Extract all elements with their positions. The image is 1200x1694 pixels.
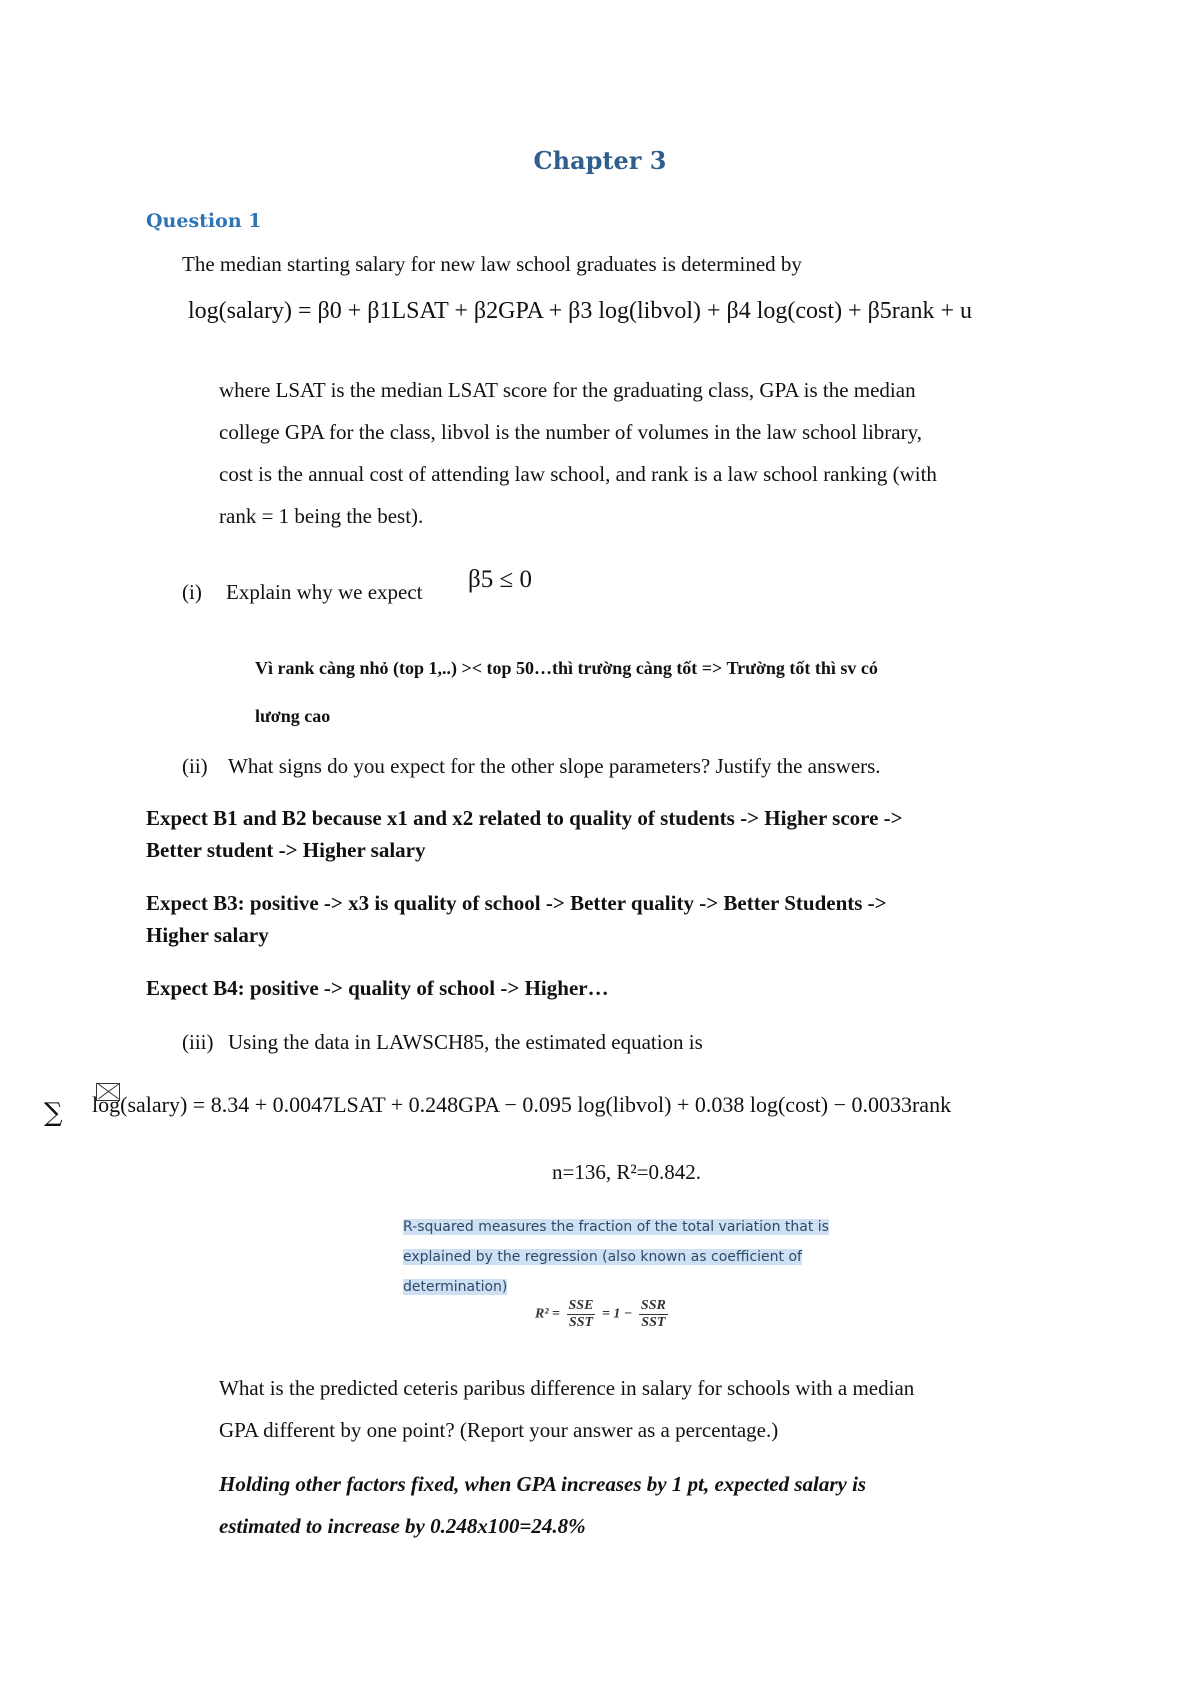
r2-frac1-den: SST <box>568 1315 594 1330</box>
callout-line-1: R-squared measures the fraction of the total variation that is <box>403 1219 829 1235</box>
model-equation-lhs: log(salary) <box>188 298 292 324</box>
definition-line-1: where LSAT is the median LSAT score for the graduating class, GPA is the median <box>219 378 916 402</box>
regression-stats: n=136, R²=0.842. <box>552 1160 701 1184</box>
r2-fraction-1 <box>567 1298 596 1331</box>
part-iii-answer-line-2: estimated to increase by 0.248x100=24.8% <box>219 1514 586 1538</box>
r2-lhs: R² = <box>535 1306 561 1322</box>
part-i-math: β5 ≤ 0 <box>468 566 532 593</box>
sum-symbol: ∑ <box>44 1098 63 1128</box>
callout-line-2: explained by the regression (also known as coefficient of <box>403 1249 802 1265</box>
part-ii-label: (ii) <box>182 754 208 778</box>
intro-text: The median starting salary for new law school graduates is determined by <box>182 252 802 276</box>
r-squared-formula <box>535 1298 671 1331</box>
part-i-label: (i) <box>182 580 202 604</box>
part-ii-text: What signs do you expect for the other slope parameters? Justify the answers. <box>228 754 881 778</box>
part-i-answer-line-1: Vì rank càng nhỏ (top 1,..) >< top 50…thì trường càng tốt => Trường tốt thì sv có <box>255 658 878 678</box>
part-iii-answer-line-1: Holding other factors fixed, when GPA increases by 1 pt, expected salary is <box>219 1472 867 1496</box>
r2-mid: = 1 − <box>601 1306 633 1322</box>
r2-frac2-den: SST <box>641 1315 666 1330</box>
model-equation-rhs: = β0 + β1LSAT + β2GPA + β3 log(libvol) + β4 log(cost) + β5rank + u <box>297 298 972 324</box>
r-squared-callout <box>403 1212 865 1302</box>
definition-line-2: college GPA for the class, libvol is the number of volumes in the law school library, <box>219 420 922 444</box>
r2-frac1-num: SSE <box>568 1298 594 1313</box>
estimated-equation: log(salary) = 8.34 + 0.0047LSAT + 0.248GPA − 0.095 log(libvol) + 0.038 log(cost) − 0.0033rank <box>92 1092 952 1117</box>
chapter-title: Chapter 3 <box>533 146 667 175</box>
part-ii-answer-2-line-1: Expect B3: positive -> x3 is quality of school -> Better quality -> Better Students -> <box>146 891 887 915</box>
callout-line-3: determination) <box>403 1279 508 1295</box>
r2-frac2-num: SSR <box>640 1298 666 1313</box>
part-ii-answer-1-line-1: Expect B1 and B2 because x1 and x2 related to quality of students -> Higher score -> <box>146 806 903 830</box>
part-ii-answer-1-line-2: Better student -> Higher salary <box>146 838 426 862</box>
part-iii-text: Using the data in LAWSCH85, the estimated equation is <box>228 1030 703 1054</box>
part-ii-answer-3: Expect B4: positive -> quality of school -> Higher… <box>146 976 609 1000</box>
part-iii-label: (iii) <box>182 1030 214 1054</box>
part-iii-question-line-2: GPA different by one point? (Report your answer as a percentage.) <box>219 1418 779 1442</box>
model-equation <box>188 298 972 325</box>
definition-line-4: rank = 1 being the best). <box>219 504 424 528</box>
part-ii-answer-2-line-2: Higher salary <box>146 923 269 947</box>
r2-fraction-2 <box>639 1298 668 1331</box>
part-i-answer-line-2: lương cao <box>255 706 331 726</box>
question-title: Question 1 <box>146 210 262 232</box>
part-iii-question-line-1: What is the predicted ceteris paribus difference in salary for schools with a median <box>219 1376 915 1400</box>
definition-line-3: cost is the annual cost of attending law school, and rank is a law school ranking (with <box>219 462 937 486</box>
part-i-text: Explain why we expect <box>226 580 423 604</box>
